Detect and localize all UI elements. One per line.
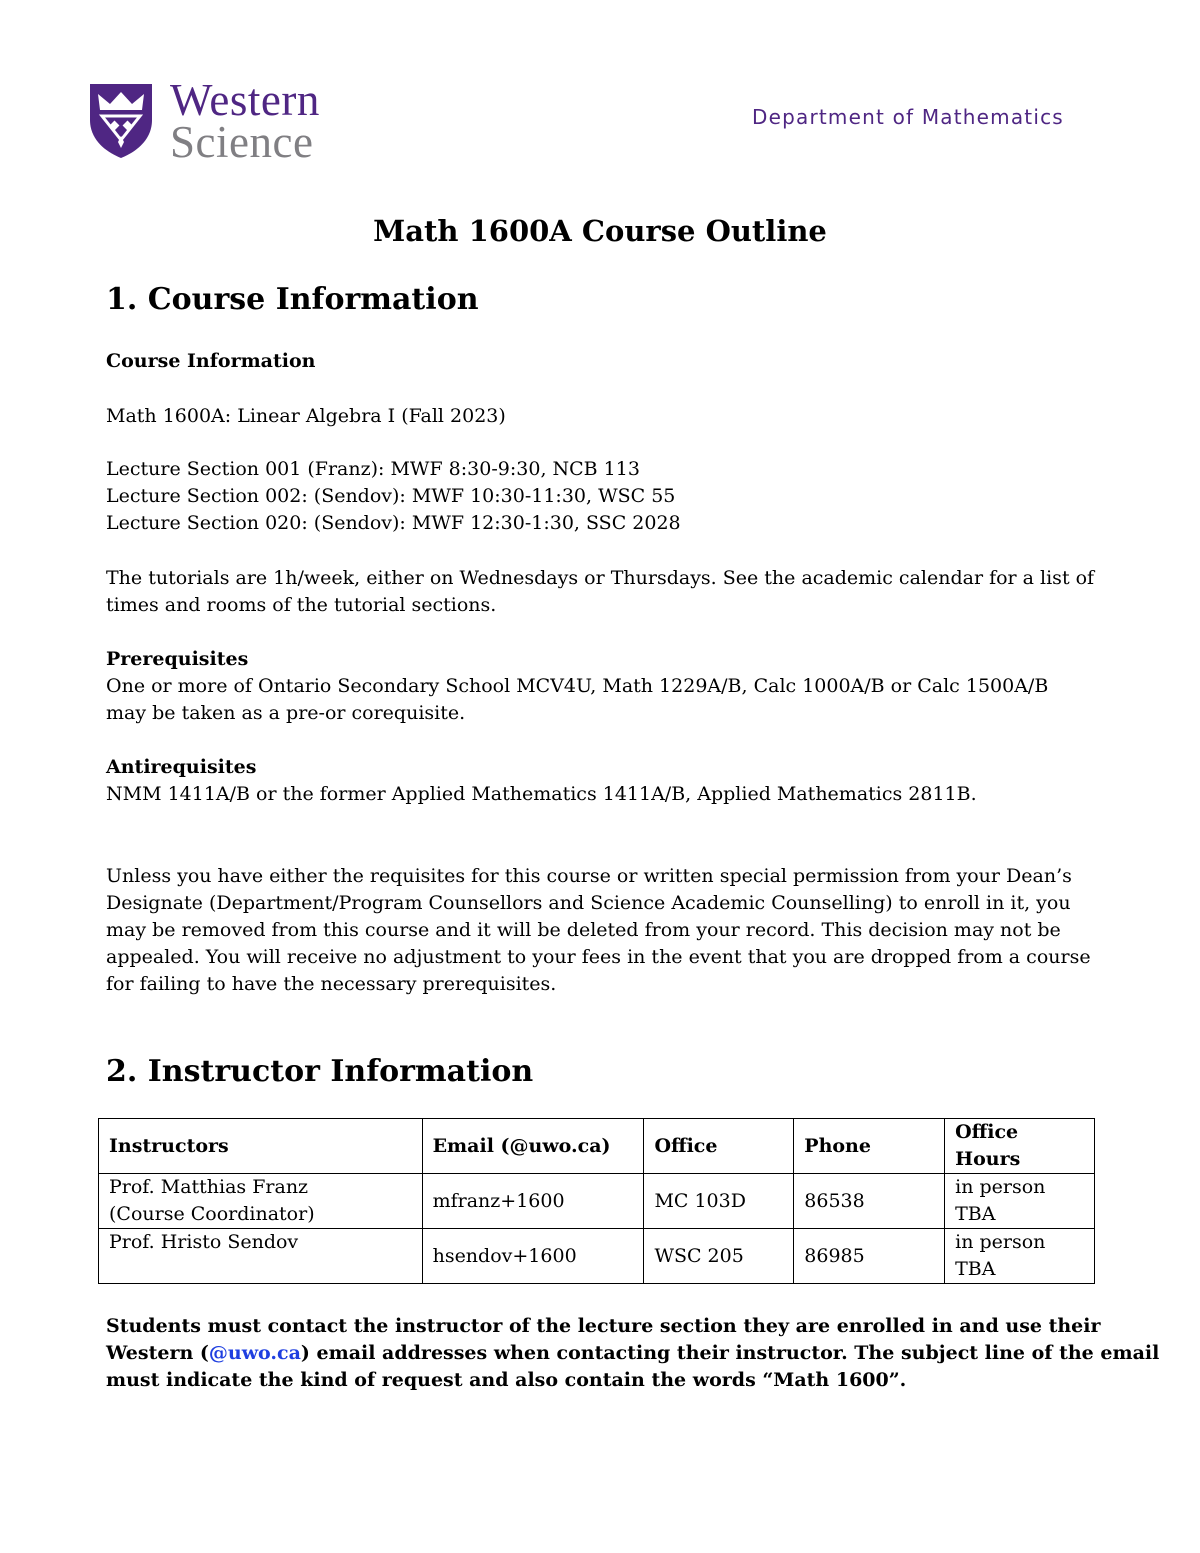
tutorials-paragraph	[106, 565, 1094, 619]
column-header-phone: Phone	[794, 1119, 945, 1174]
column-header-office-hours-line: Hours	[955, 1148, 1021, 1170]
tutorials-line: The tutorials are 1h/week, either on Wednesdays or Thursdays. See the academic calendar for a list of	[106, 567, 1095, 589]
prerequisites-block	[106, 646, 1048, 727]
western-shield-icon	[88, 78, 154, 160]
instructor-table	[98, 1118, 1095, 1284]
instructor-name: Prof. Matthias Franz	[109, 1176, 309, 1198]
office-cell: MC 103D	[644, 1174, 794, 1229]
course-information-subheading: Course Information	[106, 350, 316, 372]
office-hours-line: TBA	[955, 1258, 996, 1280]
logo-word-western: Western	[170, 75, 320, 125]
email-cell: mfranz+1600	[422, 1174, 644, 1229]
lecture-section-item: Lecture Section 002: (Sendov): MWF 10:30-11:30, WSC 55	[106, 485, 676, 507]
table-row	[99, 1174, 1095, 1229]
lecture-section-list	[106, 456, 681, 537]
lecture-section-item: Lecture Section 001 (Franz): MWF 8:30-9:30, NCB 113	[106, 458, 640, 480]
requisite-notice-line: Designate (Department/Program Counsellors and Science Academic Counselling) to enroll in it, you	[106, 892, 1071, 914]
requisite-notice-line: for failing to have the necessary prerequisites.	[106, 973, 557, 995]
section-heading-course-information: 1. Course Information	[106, 282, 479, 317]
instructor-cell	[99, 1229, 423, 1284]
antirequisites-line: NMM 1411A/B or the former Applied Mathematics 1411A/B, Applied Mathematics 2811B.	[106, 783, 977, 805]
instructor-role: (Course Coordinator)	[109, 1203, 315, 1225]
contact-note-text: ) email addresses when contacting their instructor. The subject line of the email	[300, 1342, 1160, 1364]
table-header-row	[99, 1119, 1095, 1174]
requisite-notice-paragraph	[106, 863, 1091, 998]
requisite-notice-line: appealed. You will receive no adjustment to your fees in the event that you are dropped from a course	[106, 946, 1091, 968]
requisite-notice-line: Unless you have either the requisites for this course or written special permission from your Dean’s	[106, 865, 1072, 887]
contact-note-text: Western (	[106, 1342, 209, 1364]
section-heading-instructor-information: 2. Instructor Information	[106, 1054, 534, 1089]
column-header-office: Office	[644, 1119, 794, 1174]
column-header-office-hours-line: Office	[955, 1121, 1019, 1143]
document-title: Math 1600A Course Outline	[373, 214, 827, 248]
contact-note-line	[106, 1340, 1159, 1367]
column-header-office-hours	[945, 1119, 1095, 1174]
requisite-notice-line: may be removed from this course and it will be deleted from your record. This decision may not be	[106, 919, 1061, 941]
contact-note-line: must indicate the kind of request and also contain the words “Math 1600”.	[106, 1369, 907, 1391]
column-header-instructors: Instructors	[99, 1119, 423, 1174]
office-cell: WSC 205	[644, 1229, 794, 1284]
contact-note	[106, 1313, 1159, 1394]
table-row	[99, 1229, 1095, 1284]
prerequisites-line: may be taken as a pre-or corequisite.	[106, 702, 466, 724]
prerequisites-line: One or more of Ontario Secondary School MCV4U, Math 1229A/B, Calc 1000A/B or Calc 1500A/B	[106, 675, 1049, 697]
email-cell: hsendov+1600	[422, 1229, 644, 1284]
logo-word-science: Science	[170, 117, 314, 167]
contact-note-line: Students must contact the instructor of the lecture section they are enrolled in and use their	[106, 1315, 1101, 1337]
department-name: Department of Mathematics	[752, 105, 1064, 129]
instructor-cell	[99, 1174, 423, 1229]
course-name: Math 1600A: Linear Algebra I (Fall 2023)	[106, 405, 506, 427]
lecture-section-item: Lecture Section 020: (Sendov): MWF 12:30-1:30, SSC 2028	[106, 512, 681, 534]
uwo-email-link[interactable]: @uwo.ca	[208, 1342, 301, 1364]
western-science-logo	[88, 76, 338, 166]
office-hours-line: in person	[955, 1231, 1046, 1253]
phone-cell: 86538	[794, 1174, 945, 1229]
instructor-name: Prof. Hristo Sendov	[109, 1231, 299, 1253]
office-hours-line: in person	[955, 1176, 1046, 1198]
office-hours-cell	[945, 1229, 1095, 1284]
office-hours-cell	[945, 1174, 1095, 1229]
prerequisites-heading: Prerequisites	[106, 648, 249, 670]
column-header-email: Email (@uwo.ca)	[422, 1119, 644, 1174]
antirequisites-heading: Antirequisites	[106, 756, 257, 778]
office-hours-line: TBA	[955, 1203, 996, 1225]
tutorials-line: times and rooms of the tutorial sections.	[106, 594, 497, 616]
phone-cell: 86985	[794, 1229, 945, 1284]
antirequisites-block	[106, 754, 977, 808]
